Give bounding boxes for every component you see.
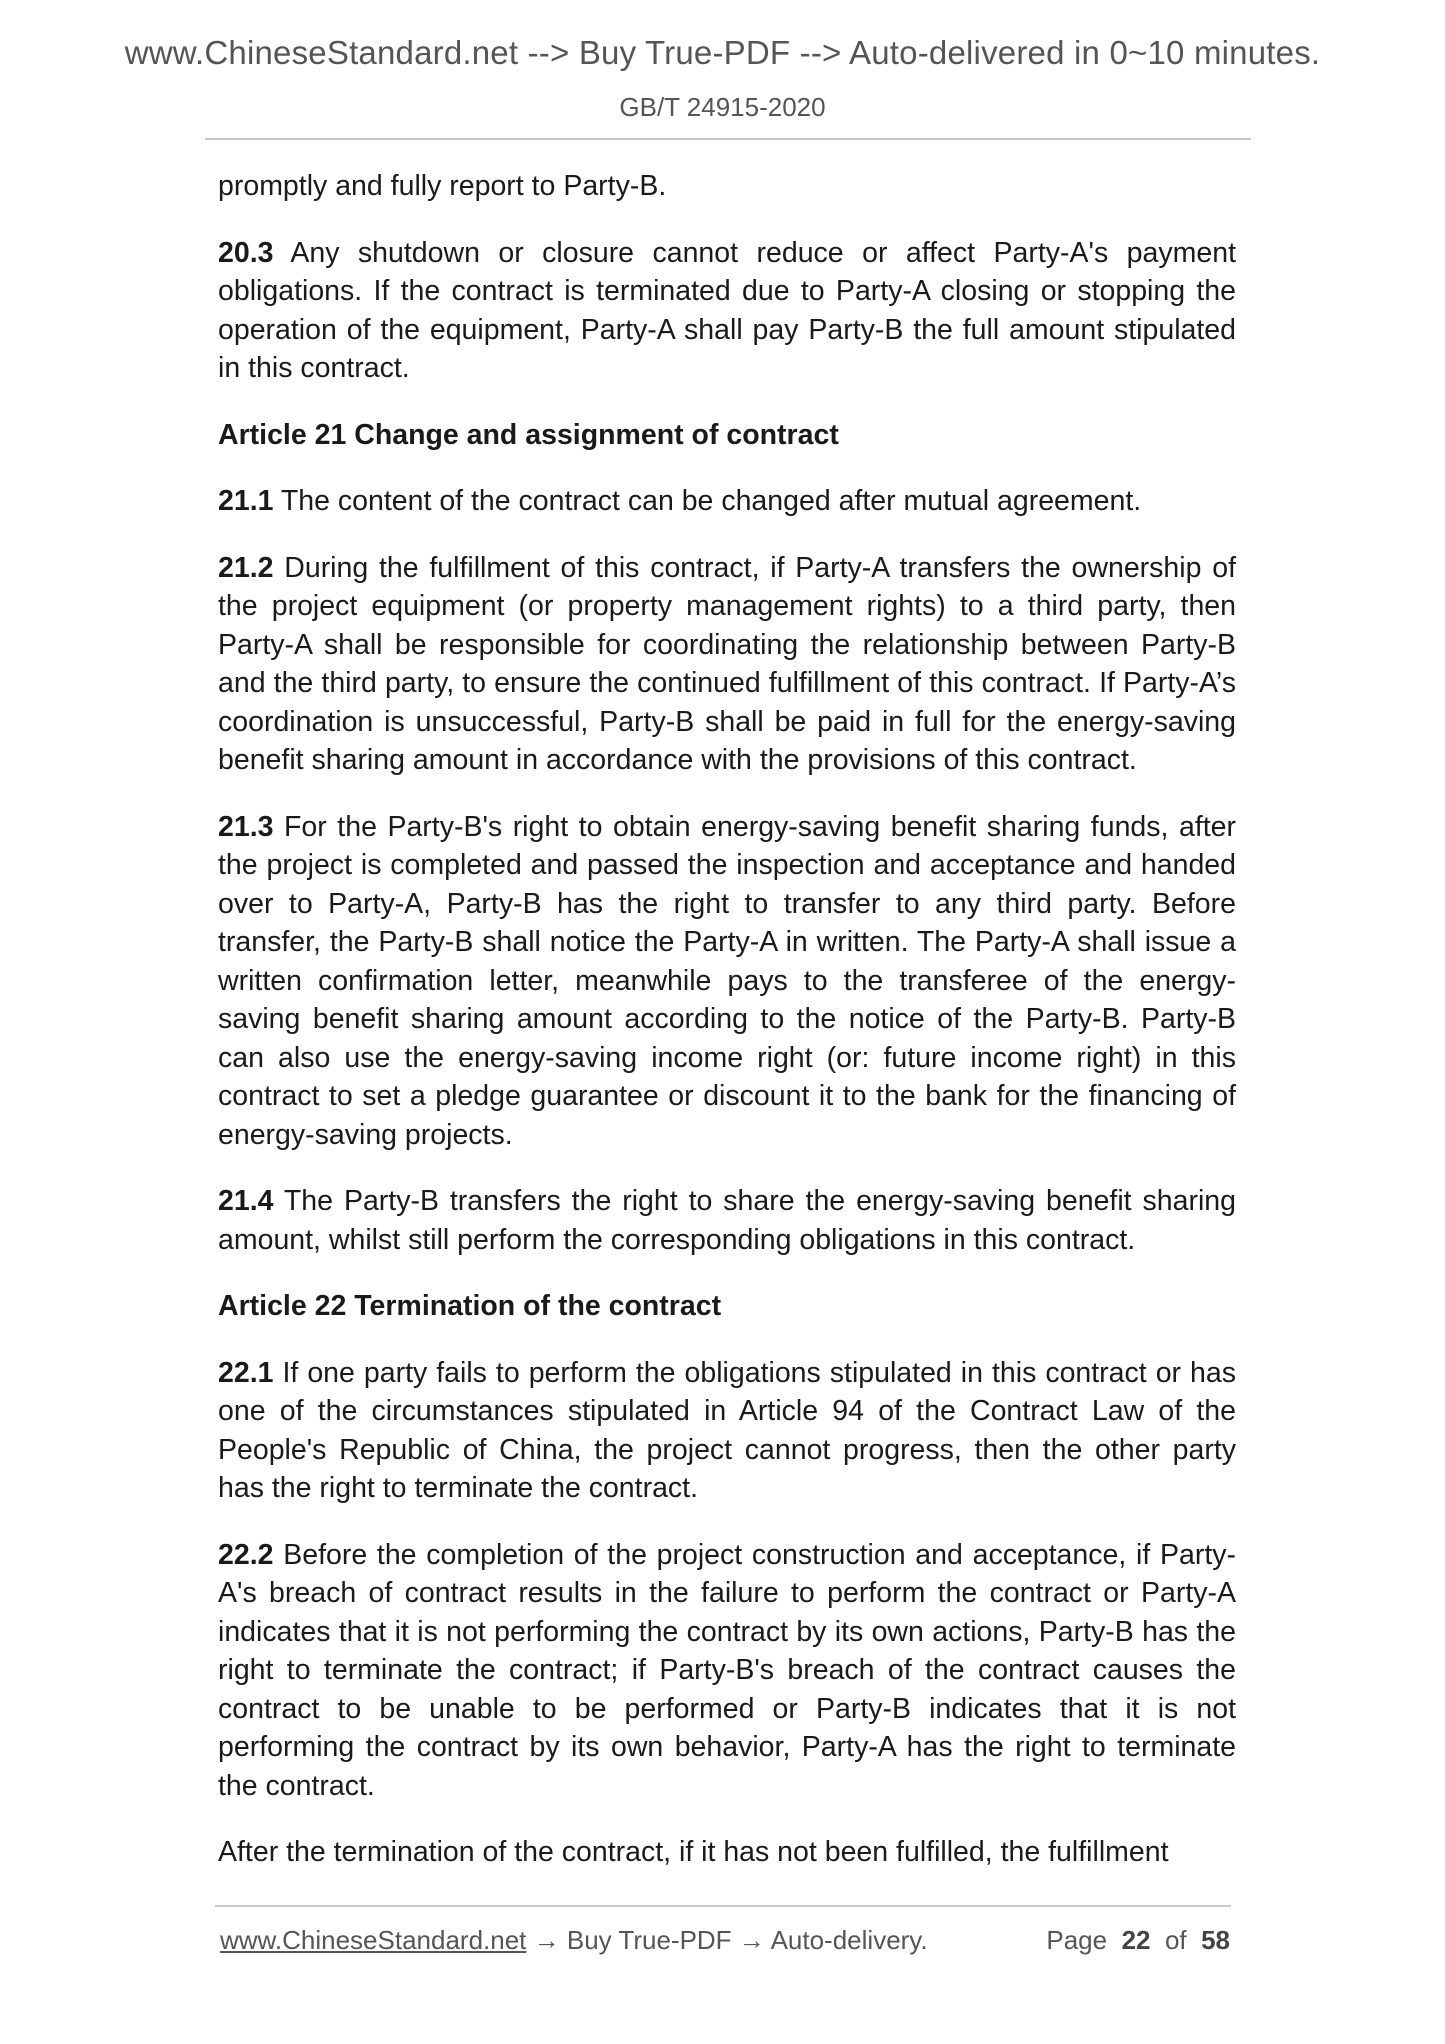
clause-20-3 xyxy=(218,234,1236,388)
clause-21-1 xyxy=(218,482,1236,521)
clause-21-2 xyxy=(218,549,1236,780)
clause-number: 21.1 xyxy=(218,485,274,517)
clause-number: 21.3 xyxy=(218,810,274,843)
clause-text: Before the completion of the project construction and acceptance, if Party-A's breach of contract results in the failure to perform the contract or Party-A indicates that it is not performing the contract by its own actions, Party-B has the right to terminate the contract; if Party-B's breach of the contract causes the contract to be unable to be performed or Party-B indicates that it is not performing the contract by its own behavior, Party-A has the right to terminate the contract. xyxy=(218,1538,1236,1802)
footer-site-link[interactable]: www.ChineseStandard.net xyxy=(220,1925,527,1955)
clause-number: 21.2 xyxy=(218,551,274,584)
clause-text: The content of the contract can be changed after mutual agreement. xyxy=(273,485,1142,517)
document-body xyxy=(218,167,1236,1900)
clause-text: If one party fails to perform the obligations stipulated in this contract or has one of the circumstances stipulated in Article 94 of the Contract Law of the People's Republic of China, the project cannot progress, then the other party has the right to terminate the contract. xyxy=(218,1356,1236,1504)
clause-number: 20.3 xyxy=(218,236,274,269)
paragraph: promptly and fully report to Party-B. xyxy=(218,170,667,202)
clause-text: For the Party-B's right to obtain energy-saving benefit sharing funds, after the project is completed and passed the inspection and acceptance and handed over to Party-A, Party-B has the right to transfer to any third party. Before transfer, the Party-B shall notice the Party-A in written. The Party-A shall issue a written confirmation letter, meanwhile pays to the transferee of the energy-saving benefit sharing amount according to the notice of the Party-B. Party-B can also use the energy-saving income right (or: future income right) in this contract to set a pledge guarantee or discount it to the bank for the financing of energy-saving projects. xyxy=(218,810,1236,1151)
clause-number: 22.2 xyxy=(218,1538,274,1571)
article-22-heading: Article 22 Termination of the contract xyxy=(218,1290,722,1322)
footer-tagline: → Buy True-PDF → Auto-delivery. xyxy=(526,1925,928,1955)
article-21-heading: Article 21 Change and assignment of contract xyxy=(218,418,839,451)
clause-text: During the fulfillment of this contract, if Party-A transfers the ownership of the project equipment (or property management rights) to a third party, then Party-A shall be responsible for coordinating the relationship between Party-B and the third party, to ensure the continued fulfillment of this contract. If Party-A’s coordination is unsuccessful, Party-B shall be paid in full for the energy-saving benefit sharing amount in accordance with the provisions of this contract. xyxy=(218,551,1236,776)
page-footer xyxy=(220,1925,1230,1956)
clause-22-1 xyxy=(218,1354,1236,1508)
clause-22-2 xyxy=(218,1536,1236,1806)
clause-21-3 xyxy=(218,808,1236,1155)
page-label: Page xyxy=(1046,1925,1108,1955)
page-current: 22 xyxy=(1121,1925,1151,1955)
clause-text: Any shutdown or closure cannot reduce or affect Party-A's payment obligations. If the contract is terminated due to Party-A closing or stopping the operation of the equipment, Party-A shall pay Party-B the full amount stipulated in this contract. xyxy=(218,236,1236,384)
paragraph: After the termination of the contract, if it has not been fulfilled, the fulfillment xyxy=(218,1836,1169,1868)
clause-text: The Party-B transfers the right to share the energy-saving benefit sharing amount, whilst still perform the corresponding obligations in this contract. xyxy=(218,1185,1236,1256)
header-divider xyxy=(205,138,1251,140)
standard-code: GB/T 24915-2020 xyxy=(619,92,826,122)
footer-divider xyxy=(215,1905,1231,1907)
clause-number: 21.4 xyxy=(218,1185,274,1217)
clause-number: 22.1 xyxy=(218,1356,274,1389)
page-indicator xyxy=(1046,1925,1230,1956)
clause-21-4 xyxy=(218,1182,1236,1259)
page-total: 58 xyxy=(1201,1925,1230,1955)
page-of: of xyxy=(1164,1925,1187,1955)
site-banner: www.ChineseStandard.net --> Buy True-PDF --> Auto-delivered in 0~10 minutes. xyxy=(124,34,1321,71)
